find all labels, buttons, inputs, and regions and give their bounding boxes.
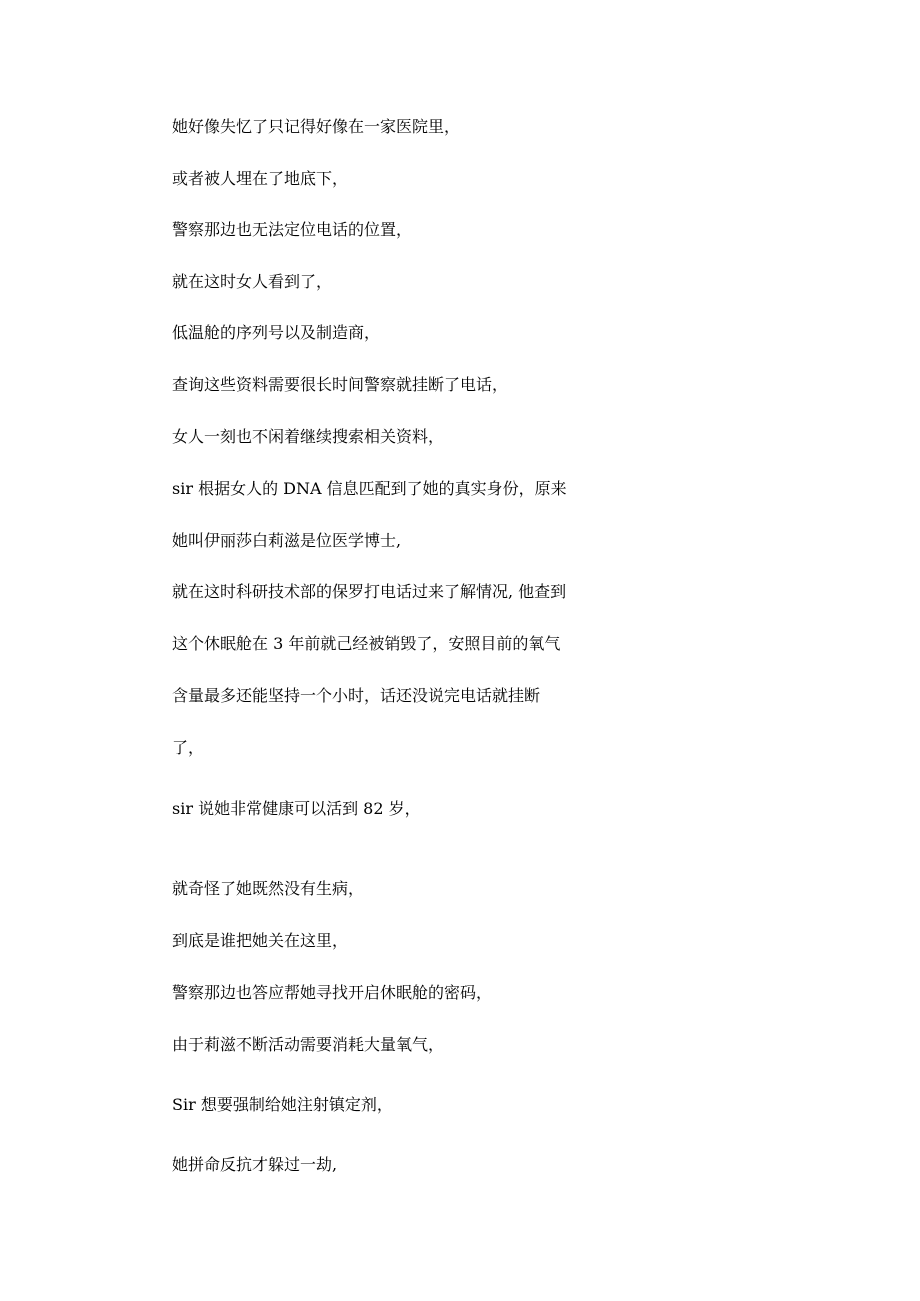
text-line: 警察那边也答应帮她寻找开启休眠舱的密码，	[172, 983, 493, 1002]
text-line: 含量最多还能坚持一个小时，话还没说完电话就挂断	[172, 686, 541, 705]
text-line: 她好像失忆了只记得好像在一家医院里，	[172, 117, 461, 136]
text-line: 女人一刻也不闲着继续搜索相关资料，	[172, 427, 445, 446]
text-line: 到底是谁把她关在这里，	[172, 931, 349, 950]
text-line: 警察那边也无法定位电话的位置，	[172, 220, 413, 239]
text-line: 这个休眠舱在 3 年前就己经被销毁了，安照目前的氧气	[172, 634, 561, 653]
text-line: 就在这时女人看到了，	[172, 272, 333, 291]
text-line: 她拼命反抗才躲过一劫,	[172, 1155, 338, 1174]
text-line: sir 根据女人的 DNA 信息匹配到了她的真实身份，原来	[172, 479, 567, 498]
text-line: sir 说她非常健康可以活到 82 岁，	[172, 799, 421, 818]
text-line: 了，	[172, 738, 205, 757]
text-line: 或者被人埋在了地底下，	[172, 169, 349, 188]
text-line: 就奇怪了她既然没有生病，	[172, 879, 365, 898]
text-line: 就在这时科研技术部的保罗打电话过来了解情况, 他查到	[172, 582, 567, 601]
text-line: 低温舱的序列号以及制造商，	[172, 323, 381, 342]
text-line: Sir 想要强制给她注射镇定剂，	[172, 1095, 393, 1114]
text-line: 由于莉滋不断活动需要消耗大量氧气，	[172, 1035, 445, 1054]
text-line: 查询这些资料需要很长时间警察就挂断了电话，	[172, 375, 509, 394]
text-line: 她叫伊丽莎白莉滋是位医学博士,	[172, 531, 402, 550]
